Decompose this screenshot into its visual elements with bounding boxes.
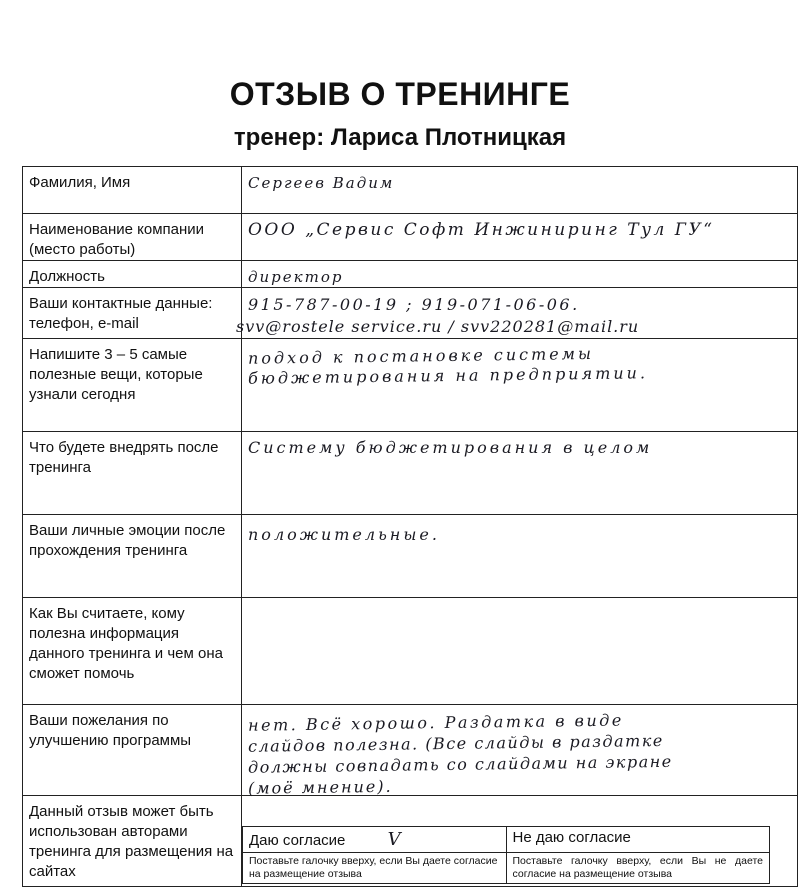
disagree-option[interactable]: [506, 827, 770, 853]
whom-label: Как Вы считаете, кому полезна информация данного тренинга и чем она сможет помочь: [23, 598, 242, 705]
form-row-whom: [23, 598, 798, 705]
wishes-answer: [242, 705, 798, 796]
whom-answer: [242, 598, 798, 705]
position-answer: [242, 261, 798, 288]
useful-line-1: подход к постановке системы: [247, 343, 595, 368]
useful-answer: [242, 339, 798, 432]
emotions-answer-text: положительные.: [248, 525, 440, 544]
wishes-line-1: нет. Всё хорошо. Раздатка в виде: [247, 710, 624, 735]
form-row-position: [23, 261, 798, 288]
company-label: Наименование компании (место работы): [23, 214, 242, 261]
useful-line-2: бюджетирования на предприятии.: [247, 363, 649, 388]
form-row-company: [23, 214, 798, 261]
name-label: Фамилия, Имя: [23, 167, 242, 214]
agree-label: Даю согласие: [249, 832, 346, 849]
consent-options: [242, 826, 770, 884]
position-answer-text: директор: [248, 268, 344, 286]
name-answer: [242, 167, 798, 214]
implement-label: Что будете внедрять после тренинга: [23, 432, 242, 515]
useful-label: Напишите 3 – 5 самые полезные вещи, которые узнали сегодня: [23, 339, 242, 432]
consent-label: Данный отзыв может быть использован авторами тренинга для размещения на сайтах: [23, 796, 242, 887]
wishes-line-2: слайдов полезна. (Все слайды в раздатке: [247, 730, 664, 756]
form-row-implement: [23, 432, 798, 515]
wishes-label: Ваши пожелания по улучшению программы: [23, 705, 242, 796]
contacts-answer: [236, 288, 798, 339]
feedback-form: [22, 166, 798, 887]
contacts-emails: svv@rostele service.ru / svv220281@mail.ru: [236, 317, 640, 336]
contacts-phones: 915-787-00-19 ; 919-071-06-06.: [248, 295, 580, 314]
agree-option[interactable]: [243, 827, 507, 853]
form-row-wishes: [23, 705, 798, 796]
wishes-line-3: должны совпадать со слайдами на экране: [247, 751, 673, 777]
trainer-subtitle: тренер: Лариса Плотницкая: [233, 124, 567, 151]
company-answer: [242, 214, 798, 261]
wishes-line-4: (моё мнение).: [247, 776, 393, 798]
emotions-answer: [242, 515, 798, 598]
disagree-label: Не даю согласие: [512, 829, 631, 846]
company-answer-text: ООО „Сервис Софт Инжиниринг Тул ГУ“: [248, 220, 715, 240]
agree-note: Поставьте галочку вверху, если Вы даете согласие на размещение отзыва: [243, 853, 507, 884]
implement-answer-text: Систему бюджетирования в целом: [248, 438, 653, 457]
disagree-note: Поставьте галочку вверху, если Вы не даете согласие на размещение отзыва: [506, 853, 770, 884]
form-row-useful: [23, 339, 798, 432]
position-label: Должность: [23, 261, 242, 288]
implement-answer: [242, 432, 798, 515]
form-row-name: [23, 167, 798, 214]
form-row-contacts: [23, 288, 798, 339]
name-answer-text: Сергеев Вадим: [248, 174, 395, 192]
contacts-label: Ваши контактные данные: телефон, e-mail: [23, 288, 242, 339]
agree-checkmark: V: [387, 829, 401, 850]
emotions-label: Ваши личные эмоции после прохождения тренинга: [23, 515, 242, 598]
form-row-emotions: [23, 515, 798, 598]
page-title: ОТЗЫВ О ТРЕНИНГЕ: [229, 76, 571, 112]
